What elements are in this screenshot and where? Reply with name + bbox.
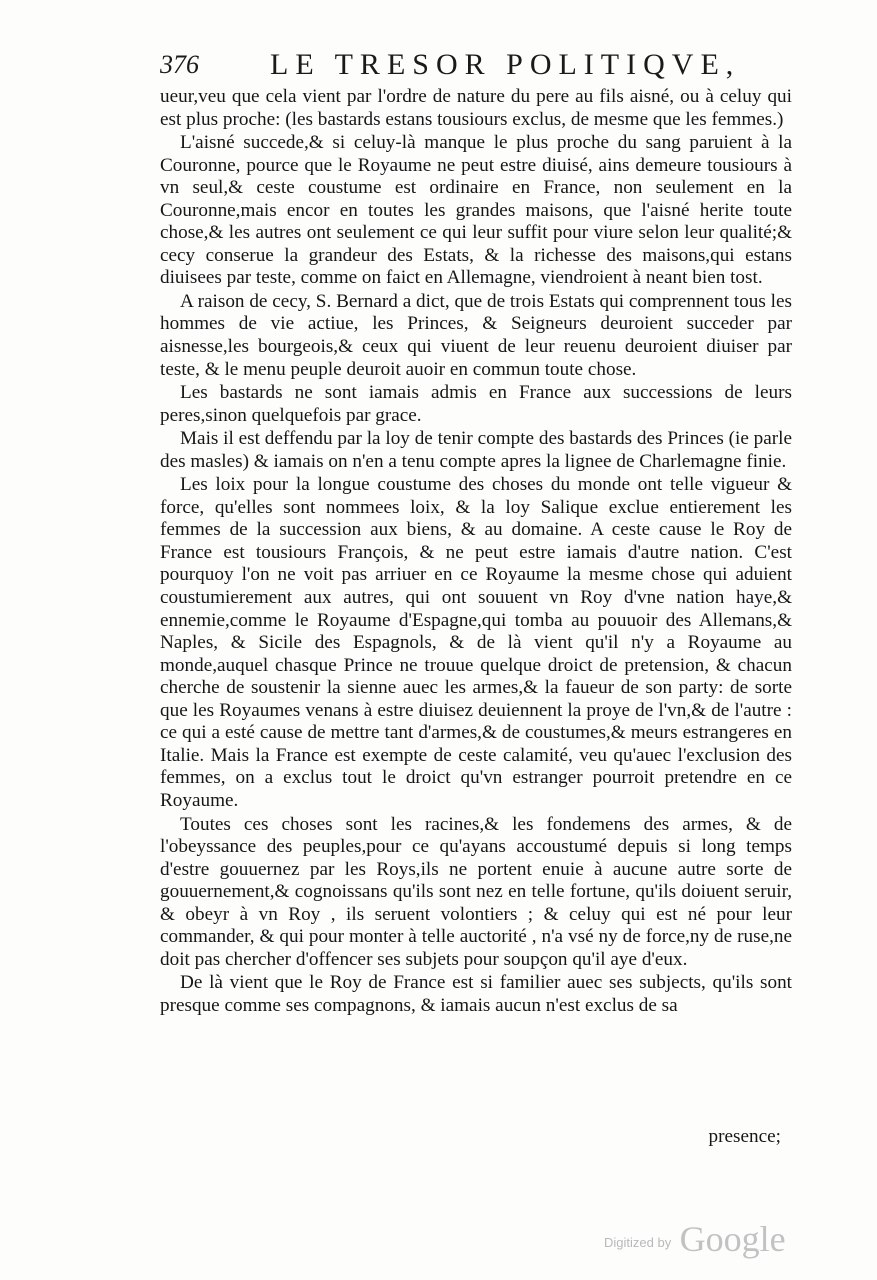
google-logo: Google [679,1219,786,1259]
paragraph: A raison de cecy, S. Bernard a dict, que de trois Estats qui comprennent tous les hommes de vie actiue, les Princes, & Seigneurs deuroient succeder par aisnesse,les bourgeois,& ceux qui viuent de leur reuenu deuroient diuiser par teste, & le menu peuple deuroit auoir en commun toute chose. [160,290,792,380]
paragraph: Les bastards ne sont iamais admis en France aux successions de leurs peres,sinon quelquefois par grace. [160,382,792,426]
paragraph: De là vient que le Roy de France est si familier auec ses subjects, qu'ils sont presque comme ses compagnons, & iamais aucun n'est exclus de sa [160,972,792,1016]
running-title: LE TRESOR POLITIQVE, [270,48,741,81]
digitization-watermark [604,1218,786,1260]
catchword: presence; [708,1126,781,1147]
page-number: 376 [160,50,199,79]
paragraph: L'aisné succede,& si celuy-là manque le plus proche du sang paruient à la Couronne, pource que le Royaume ne peut estre diuisé, ains demeure tousiours à vn seul,& ceste coustume est ordinaire en France, non seulement en la Couronne,mais encor en toutes les grandes maisons, que l'aisné herite toute chose,& les autres ont seulement ce qui leur suffit pour viure selon leur qualité;& cecy conserue la grandeur des Estats, & la richesse des maisons,qui estans diuisees par teste, comme on faict en Allemagne, viendroient à neant bien tost. [160,132,792,289]
watermark-prefix: Digitized by [604,1235,672,1250]
body-text [160,86,792,1017]
paragraph: Les loix pour la longue coustume des choses du monde ont telle vigueur & force, qu'elles sont nommees loix, & la loy Salique exclue entierement les femmes de la succession aux biens, & au domaine. A ceste cause le Roy de France est tousiours François, & ne peut estre iamais d'autre nation. C'est pourquoy l'on ne voit pas arriuer en ce Royaume la mesme chose qui aduient coustumierement aux autres, qui ont souuent vn Roy d'vne nation haye,& ennemie,comme le Royaume d'Espagne,qui tomba au pouuoir des Allemans,& Naples, & Sicile des Espagnols, & de là vient qu'il n'y a Royaume au monde,auquel chasque Prince ne trouue quelque droict de pretension, & chacun cherche de soustenir la sienne auec les armes,& la faueur de son party: de sorte que les Royaumes venans à estre diuisez deuiennent la proye de l'vn,& de l'autre : ce qui a esté cause de mettre tant d'armes,& de coustumes,& meurs estrangeres en Italie. Mais la France est exempte de ceste calamité, veu qu'auec l'exclusion des femmes, on a exclus tout le droict qu'vn estranger pourroit pretendre en ce Royaume. [160,474,792,811]
paragraph: Toutes ces choses sont les racines,& les fondemens des armes, & de l'obeyssance des peuples,pour ce qu'ayans accoustumé depuis si long temps d'estre gouuernez par les Roys,ils ne portent enuie à aucune autre sorte de gouuernement,& cognoissans qu'ils sont nez en telle fortune, qu'ils doiuent seruir, & obeyr à vn Roy , ils seruent volontiers ; & celuy qui est né pour leur commander, & qui pour monter à telle auctorité , n'a vsé ny de force,ny de ruse,ne doit pas chercher d'offencer ses subjets pour soupçon qu'il aye d'eux. [160,813,792,970]
paragraph: Mais il est deffendu par la loy de tenir compte des bastards des Princes (ie parle des masles) & iamais on n'en a tenu compte apres la lignee de Charlemagne finie. [160,428,792,472]
page-header [160,46,800,86]
paragraph-continuation: ueur,veu que cela vient par l'ordre de nature du pere au fils aisné, ou à celuy qui est plus proche: (les bastards estans tousiours exclus, de mesme que les femmes.) [160,86,792,130]
